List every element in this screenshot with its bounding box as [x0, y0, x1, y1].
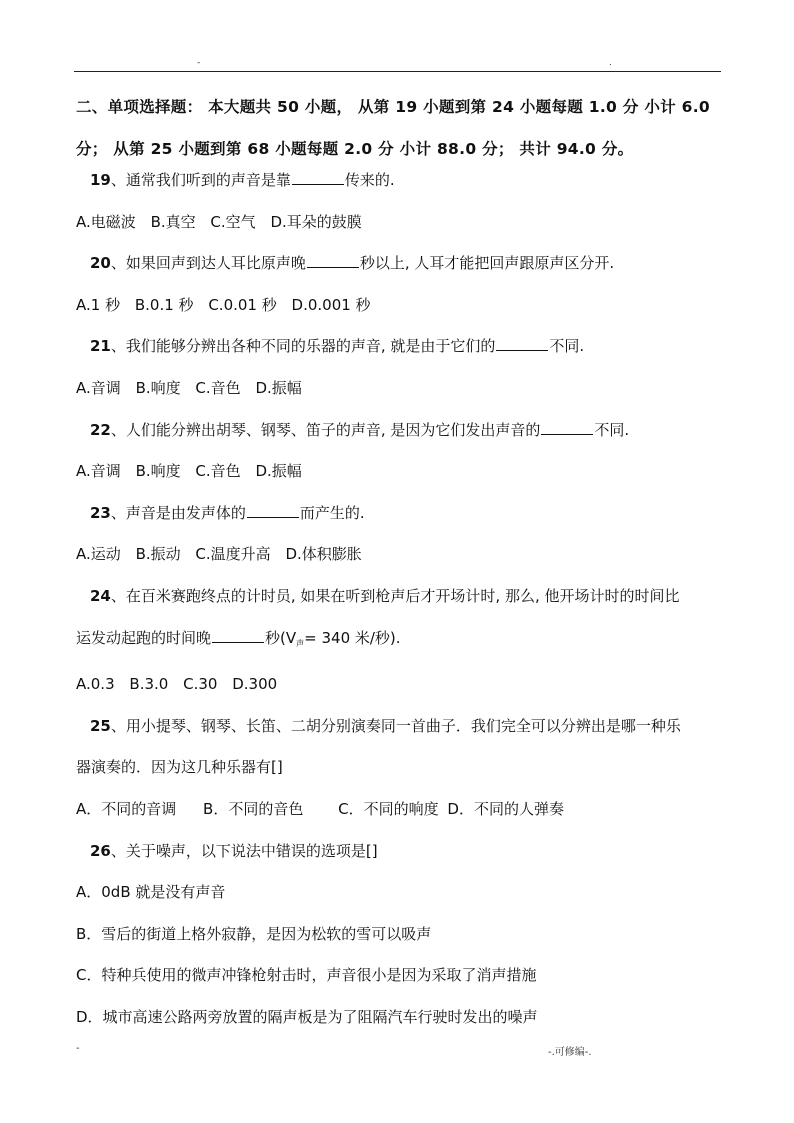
- question-21: [76, 326, 726, 368]
- option-c: C.0.01 秒: [208, 295, 277, 314]
- option-b: B.振动: [135, 545, 181, 564]
- option-d: D.300: [232, 675, 278, 694]
- question-21-options: [76, 368, 726, 410]
- footer-left-mark: -: [76, 1043, 80, 1054]
- question-26: [76, 831, 726, 873]
- question-23-options: [76, 534, 726, 576]
- option-c: C．不同的响度: [338, 799, 439, 818]
- option-c: C.音色: [195, 462, 241, 481]
- question-19-options: [76, 202, 726, 244]
- option-a: A.音调: [76, 462, 121, 481]
- question-text-tail: 而产生的.: [299, 503, 365, 522]
- question-25-options: [76, 789, 726, 831]
- section-title-line-1: 二、单项选择题： 本大题共 50 小题， 从第 19 小题到第 24 小题每题 1.0 分 小计 6.0: [76, 98, 710, 116]
- option-a: A．不同的音调: [76, 799, 177, 818]
- option-a: A．0dB 就是没有声音: [76, 883, 226, 902]
- question-text: 、我们能够分辨出各种不同的乐器的声音, 就是由于它们的: [110, 337, 496, 356]
- option-d: D.0.001 秒: [291, 295, 371, 314]
- question-24-options: [76, 664, 726, 706]
- option-d: D.耳朵的鼓膜: [270, 212, 362, 231]
- option-d: D.振幅: [255, 378, 302, 397]
- question-number: 22: [90, 420, 111, 439]
- question-text-tail: 不同.: [594, 420, 630, 439]
- option-c: C.空气: [210, 212, 256, 231]
- question-number: 25: [90, 716, 111, 735]
- question-text: 、关于噪声，以下说法中错误的选项是[]: [110, 841, 378, 860]
- question-text: 器演奏的．因为这几种乐器有[]: [76, 758, 283, 777]
- option-b: B.响度: [135, 462, 181, 481]
- question-24-continued: [76, 618, 726, 665]
- question-number: 21: [90, 337, 111, 356]
- answer-blank: [247, 503, 299, 518]
- question-list: [76, 160, 726, 1038]
- question-number: 24: [90, 586, 111, 605]
- option-b: B．不同的音色: [203, 799, 304, 818]
- question-text: 、如果回声到达人耳比原声晚: [110, 254, 306, 273]
- option-c: C.30: [183, 675, 218, 694]
- option-a: A.0.3: [76, 675, 115, 694]
- question-text: 、声音是由发声体的: [110, 503, 246, 522]
- question-25: [76, 706, 726, 748]
- question-19: [76, 160, 726, 202]
- header-right-mark: .: [609, 58, 612, 68]
- header-rule: [74, 71, 721, 72]
- answer-blank: [212, 628, 264, 643]
- option-a: A.1 秒: [76, 295, 121, 314]
- answer-blank: [307, 253, 359, 268]
- option-d: D．不同的人弹奏: [447, 799, 564, 818]
- option-b: B.0.1 秒: [134, 295, 194, 314]
- option-c: C．特种兵使用的微声冲锋枪射击时，声音很小是因为采取了消声措施: [76, 966, 537, 985]
- question-text-tail: 不同.: [549, 337, 585, 356]
- question-text: 、在百米赛跑终点的计时员, 如果在听到枪声后才开场计时, 那么, 他开场计时的时间比: [110, 586, 680, 605]
- option-a: A.运动: [76, 545, 121, 564]
- option-b: B.真空: [150, 212, 196, 231]
- footer-editable-note: -.可修编-.: [548, 1047, 592, 1058]
- question-text: 运发动起跑的时间晚: [76, 628, 212, 647]
- question-22: [76, 410, 726, 452]
- question-number: 19: [90, 171, 111, 189]
- question-number: 26: [90, 841, 111, 860]
- question-20-options: [76, 285, 726, 327]
- option-c: C.音色: [195, 378, 241, 397]
- option-b: B.3.0: [129, 675, 169, 694]
- header-left-mark: -: [197, 58, 201, 68]
- question-text: 、用小提琴、钢琴、长笛、二胡分别演奏同一首曲子．我们完全可以分辨出是哪一种乐: [110, 716, 681, 735]
- section-title-line-2: 分； 从第 25 小题到第 68 小题每题 2.0 分 小计 88.0 分； 共计 94.0 分。: [76, 140, 634, 158]
- question-text: 、人们能分辨出胡琴、钢琴、笛子的声音, 是因为它们发出声音的: [110, 420, 541, 439]
- option-a: A.电磁波: [76, 212, 136, 231]
- section-title: [76, 86, 726, 170]
- question-text-mid: 秒(V: [265, 628, 297, 647]
- question-text: 、通常我们听到的声音是靠: [110, 171, 291, 189]
- question-number: 20: [90, 254, 111, 273]
- question-text-tail: 秒以上, 人耳才能把回声跟原声区分开.: [359, 254, 615, 273]
- question-25-continued: [76, 747, 726, 789]
- option-a: A.音调: [76, 378, 121, 397]
- option-d: D.体积膨胀: [285, 545, 362, 564]
- question-number: 23: [90, 503, 111, 522]
- answer-blank: [292, 170, 344, 185]
- question-22-options: [76, 451, 726, 493]
- question-text-tail: 传来的.: [344, 171, 395, 189]
- answer-blank: [541, 420, 593, 435]
- option-c: C.温度升高: [195, 545, 271, 564]
- option-d: D．城市高速公路两旁放置的隔声板是为了阻隔汽车行驶时发出的噪声: [76, 1007, 538, 1026]
- question-23: [76, 493, 726, 535]
- question-text-tail: = 340 米/秒).: [304, 628, 401, 647]
- option-b: B．雪后的街道上格外寂静，是因为松软的雪可以吸声: [76, 924, 432, 943]
- option-d: D.振幅: [255, 462, 302, 481]
- velocity-subscript: 声: [296, 638, 305, 648]
- question-20: [76, 243, 726, 285]
- question-24: [76, 576, 726, 618]
- option-b: B.响度: [135, 378, 181, 397]
- answer-blank: [496, 336, 548, 351]
